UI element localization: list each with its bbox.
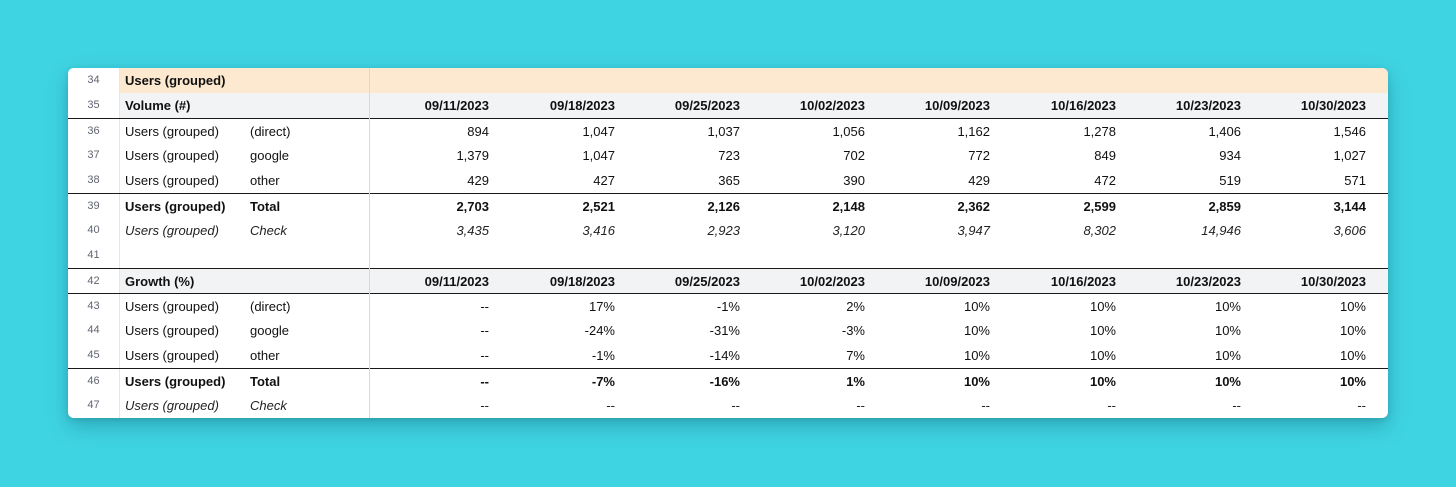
sheet-row-45 <box>68 343 1388 368</box>
check-value-cell[interactable]: 2,923 <box>707 223 740 238</box>
value-cell[interactable]: 702 <box>843 148 865 163</box>
value-cell[interactable]: 1,162 <box>957 124 990 139</box>
sheet-row-41 <box>68 243 1388 268</box>
value-cell[interactable]: 1,379 <box>456 148 489 163</box>
value-cell[interactable]: 10% <box>1089 299 1116 314</box>
value-cell[interactable]: 934 <box>1219 148 1241 163</box>
value-cell[interactable]: 7% <box>846 348 865 363</box>
row-number[interactable]: 44 <box>68 318 120 343</box>
check-value-cell[interactable]: 3,947 <box>957 223 990 238</box>
value-cell[interactable]: 571 <box>1344 173 1366 188</box>
segment-cell[interactable]: Total <box>250 199 281 214</box>
row-number[interactable]: 45 <box>68 343 120 368</box>
value-cell[interactable]: 849 <box>1094 148 1116 163</box>
date-header-cell[interactable]: 10/16/2023 <box>1050 274 1116 289</box>
row-number[interactable]: 43 <box>68 294 120 318</box>
row-number[interactable]: 39 <box>68 194 120 218</box>
total-value-cell[interactable]: 2,521 <box>582 199 615 214</box>
total-value-cell[interactable]: 10% <box>963 374 990 389</box>
label-cell[interactable]: Users (grouped) <box>125 173 219 188</box>
value-cell[interactable]: -31% <box>709 323 740 338</box>
sheet-row-39 <box>68 193 1388 218</box>
value-cell[interactable]: -- <box>480 348 489 363</box>
sheet-row-38 <box>68 168 1388 193</box>
label-cell[interactable]: Users (grouped) <box>125 148 219 163</box>
total-value-cell[interactable]: 2,599 <box>1083 199 1116 214</box>
date-header-cell[interactable]: 10/16/2023 <box>1050 98 1116 113</box>
date-header-cell[interactable]: 10/02/2023 <box>799 274 865 289</box>
value-cell[interactable]: -14% <box>709 348 740 363</box>
value-cell[interactable]: 894 <box>467 124 489 139</box>
value-cell[interactable]: 472 <box>1094 173 1116 188</box>
value-cell[interactable]: 723 <box>718 148 740 163</box>
check-value-cell[interactable]: -- <box>1107 398 1116 413</box>
value-cell[interactable]: 1,047 <box>582 148 615 163</box>
date-header-cell[interactable]: 10/09/2023 <box>924 274 990 289</box>
total-value-cell[interactable]: 1% <box>846 374 865 389</box>
segment-cell[interactable]: Check <box>250 223 287 238</box>
check-value-cell[interactable]: -- <box>480 398 489 413</box>
value-cell[interactable]: 1,037 <box>707 124 740 139</box>
total-value-cell[interactable]: 2,126 <box>707 199 740 214</box>
row-number[interactable]: 46 <box>68 369 120 393</box>
label-cell[interactable]: Users (grouped) <box>125 124 219 139</box>
total-value-cell[interactable]: 10% <box>1339 374 1366 389</box>
total-value-cell[interactable]: -7% <box>591 374 615 389</box>
value-cell[interactable]: 1,278 <box>1083 124 1116 139</box>
value-cell[interactable]: 10% <box>1214 299 1241 314</box>
segment-cell[interactable]: Total <box>250 374 281 389</box>
date-header-cell[interactable]: 10/30/2023 <box>1300 98 1366 113</box>
label-cell[interactable]: Users (grouped) <box>125 398 219 413</box>
row-number[interactable]: 35 <box>68 93 120 118</box>
check-value-cell[interactable]: -- <box>1357 398 1366 413</box>
label-cell[interactable]: Users (grouped) <box>125 374 226 389</box>
check-value-cell[interactable]: 3,120 <box>832 223 865 238</box>
value-cell[interactable]: -1% <box>591 348 615 363</box>
date-header-cell[interactable]: 09/11/2023 <box>424 98 489 113</box>
label-column-divider <box>369 68 370 418</box>
sheet-row-34 <box>68 68 1388 93</box>
sheet-row-37 <box>68 143 1388 168</box>
check-value-cell[interactable]: -- <box>731 398 740 413</box>
value-cell[interactable]: 1,027 <box>1333 148 1366 163</box>
value-cell[interactable]: -1% <box>716 299 740 314</box>
check-value-cell[interactable]: -- <box>981 398 990 413</box>
value-cell[interactable]: 2% <box>846 299 865 314</box>
segment-cell[interactable]: Check <box>250 398 287 413</box>
date-header-cell[interactable]: 09/18/2023 <box>549 274 615 289</box>
sheet-row-36 <box>68 118 1388 143</box>
segment-cell[interactable]: other <box>250 173 280 188</box>
value-cell[interactable]: 10% <box>1214 323 1241 338</box>
check-value-cell[interactable]: 3,416 <box>582 223 615 238</box>
date-header-cell[interactable]: 09/18/2023 <box>549 98 615 113</box>
sheet-row-35 <box>68 93 1388 118</box>
date-header-cell[interactable]: 10/02/2023 <box>799 98 865 113</box>
volume-header-cell[interactable]: Volume (#) <box>125 98 191 113</box>
check-value-cell[interactable]: -- <box>606 398 615 413</box>
value-cell[interactable]: 10% <box>1339 348 1366 363</box>
segment-cell[interactable]: (direct) <box>250 299 291 314</box>
value-cell[interactable]: -- <box>480 323 489 338</box>
sheet-row-46 <box>68 368 1388 393</box>
growth-header-cell[interactable]: Growth (%) <box>125 274 195 289</box>
value-cell[interactable]: -- <box>480 299 489 314</box>
date-header-cell[interactable]: 09/25/2023 <box>674 274 740 289</box>
date-header-cell[interactable]: 09/11/2023 <box>424 274 489 289</box>
check-value-cell[interactable]: -- <box>856 398 865 413</box>
total-value-cell[interactable]: -- <box>480 374 489 389</box>
segment-cell[interactable]: google <box>250 148 290 163</box>
row-number[interactable]: 42 <box>68 269 120 293</box>
row-number[interactable]: 41 <box>68 243 120 268</box>
date-header-cell[interactable]: 10/09/2023 <box>924 98 990 113</box>
value-cell[interactable]: 10% <box>1089 323 1116 338</box>
check-value-cell[interactable]: 3,606 <box>1333 223 1366 238</box>
value-cell[interactable]: 1,406 <box>1208 124 1241 139</box>
sheet-row-42 <box>68 268 1388 293</box>
value-cell[interactable]: 772 <box>968 148 990 163</box>
value-cell[interactable]: 10% <box>1089 348 1116 363</box>
total-value-cell[interactable]: 2,703 <box>456 199 489 214</box>
value-cell[interactable]: 10% <box>963 323 990 338</box>
value-cell[interactable]: 10% <box>1214 348 1241 363</box>
date-header-cell[interactable]: 10/30/2023 <box>1300 274 1366 289</box>
row-number[interactable]: 37 <box>68 143 120 168</box>
row-number[interactable]: 47 <box>68 393 120 418</box>
date-header-cell[interactable]: 10/23/2023 <box>1175 98 1241 113</box>
value-cell[interactable]: 10% <box>1339 323 1366 338</box>
segment-cell[interactable]: other <box>250 348 280 363</box>
date-header-cell[interactable]: 10/23/2023 <box>1175 274 1241 289</box>
total-value-cell[interactable]: 2,362 <box>957 199 990 214</box>
date-header-cell[interactable]: 09/25/2023 <box>674 98 740 113</box>
sheet-row-43 <box>68 293 1388 318</box>
value-cell[interactable]: 427 <box>593 173 615 188</box>
row-number[interactable]: 38 <box>68 168 120 193</box>
total-value-cell[interactable]: 3,144 <box>1333 199 1366 214</box>
value-cell[interactable]: 10% <box>963 299 990 314</box>
check-value-cell[interactable]: -- <box>1232 398 1241 413</box>
value-cell[interactable]: 429 <box>968 173 990 188</box>
row-number[interactable]: 40 <box>68 218 120 243</box>
value-cell[interactable]: 365 <box>718 173 740 188</box>
row-number[interactable]: 36 <box>68 119 120 143</box>
value-cell[interactable]: 1,546 <box>1333 124 1366 139</box>
total-value-cell[interactable]: 10% <box>1089 374 1116 389</box>
total-value-cell[interactable]: 2,148 <box>832 199 865 214</box>
value-cell[interactable]: -3% <box>841 323 865 338</box>
total-value-cell[interactable]: 2,859 <box>1208 199 1241 214</box>
check-value-cell[interactable]: 3,435 <box>456 223 489 238</box>
label-cell[interactable]: Users (grouped) <box>125 348 219 363</box>
total-value-cell[interactable]: -16% <box>709 374 740 389</box>
value-cell[interactable]: 1,056 <box>832 124 865 139</box>
value-cell[interactable]: 429 <box>467 173 489 188</box>
total-value-cell[interactable]: 10% <box>1214 374 1241 389</box>
segment-cell[interactable]: google <box>250 323 290 338</box>
label-cell[interactable]: Users (grouped) <box>125 299 219 314</box>
check-value-cell[interactable]: 8,302 <box>1083 223 1116 238</box>
value-cell[interactable]: 10% <box>963 348 990 363</box>
label-cell[interactable]: Users (grouped) <box>125 199 226 214</box>
sheet-row-40 <box>68 218 1388 243</box>
sheet-row-44 <box>68 318 1388 343</box>
section-title-cell[interactable]: Users (grouped) <box>125 73 226 88</box>
segment-cell[interactable]: (direct) <box>250 124 291 139</box>
value-cell[interactable]: 1,047 <box>582 124 615 139</box>
check-value-cell[interactable]: 14,946 <box>1201 223 1241 238</box>
value-cell[interactable]: 519 <box>1219 173 1241 188</box>
label-cell[interactable]: Users (grouped) <box>125 223 219 238</box>
label-cell[interactable]: Users (grouped) <box>125 323 219 338</box>
value-cell[interactable]: 17% <box>588 299 615 314</box>
value-cell[interactable]: 390 <box>843 173 865 188</box>
value-cell[interactable]: 10% <box>1339 299 1366 314</box>
value-cell[interactable]: -24% <box>584 323 615 338</box>
row-number[interactable]: 34 <box>68 68 120 93</box>
sheet-row-47 <box>68 393 1388 418</box>
spreadsheet <box>68 68 1388 418</box>
